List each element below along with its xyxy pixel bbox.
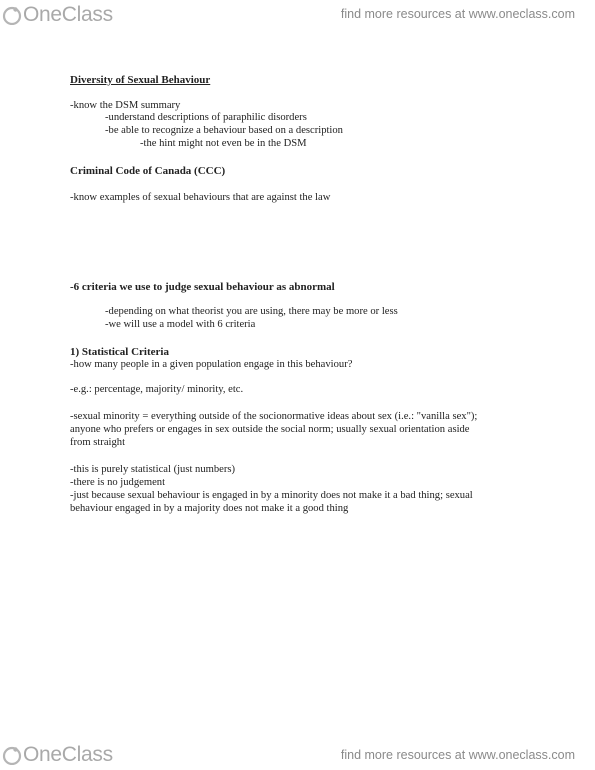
heading-criteria: -6 criteria we use to judge sexual behaviour as abnormal xyxy=(70,281,335,293)
dsm-line-3: -be able to recognize a behaviour based on a description xyxy=(105,125,343,136)
oneclass-brand-footer xyxy=(2,743,113,767)
brand-name: OneClass xyxy=(23,743,113,766)
criteria-line-1: -depending on what theorist you are using, there may be more or less xyxy=(105,306,398,317)
oneclass-brand-header xyxy=(2,3,113,27)
resources-link-footer[interactable]: find more resources at www.oneclass.com xyxy=(340,748,575,762)
dsm-line-1: -know the DSM summary xyxy=(70,100,181,111)
heading-ccc: Criminal Code of Canada (CCC) xyxy=(70,165,226,177)
resources-link-header[interactable]: find more resources at www.oneclass.com xyxy=(340,7,575,21)
stat-line-6a: -just because sexual behaviour is engaged in by a minority does not make it a bad thing; sexual xyxy=(70,490,473,501)
oneclass-logo-icon xyxy=(2,5,22,25)
oneclass-logo-icon xyxy=(2,745,22,765)
stat-line-6b: behaviour engaged in by a majority does not make it a good thing xyxy=(70,503,349,514)
dsm-line-2: -understand descriptions of paraphilic disorders xyxy=(105,112,307,123)
stat-line-3c: from straight xyxy=(70,437,126,448)
brand-name: OneClass xyxy=(23,3,113,26)
criteria-line-2: -we will use a model with 6 criteria xyxy=(105,319,256,330)
dsm-line-4: -the hint might not even be in the DSM xyxy=(140,138,307,149)
ccc-line-1: -know examples of sexual behaviours that are against the law xyxy=(70,192,331,203)
stat-line-3b: anyone who prefers or engages in sex outside the social norm; usually sexual orientation aside xyxy=(70,424,470,435)
stat-line-2: -e.g.: percentage, majority/ minority, etc. xyxy=(70,384,244,395)
heading-diversity: Diversity of Sexual Behaviour xyxy=(70,74,211,86)
stat-line-4: -this is purely statistical (just numbers) xyxy=(70,464,236,475)
heading-statistical: 1) Statistical Criteria xyxy=(70,346,169,358)
stat-line-3a: -sexual minority = everything outside of the socionormative ideas about sex (i.e.: "vanilla sex"); xyxy=(70,411,478,422)
stat-line-5: -there is no judgement xyxy=(70,477,166,488)
stat-line-1: -how many people in a given population engage in this behaviour? xyxy=(70,359,353,370)
